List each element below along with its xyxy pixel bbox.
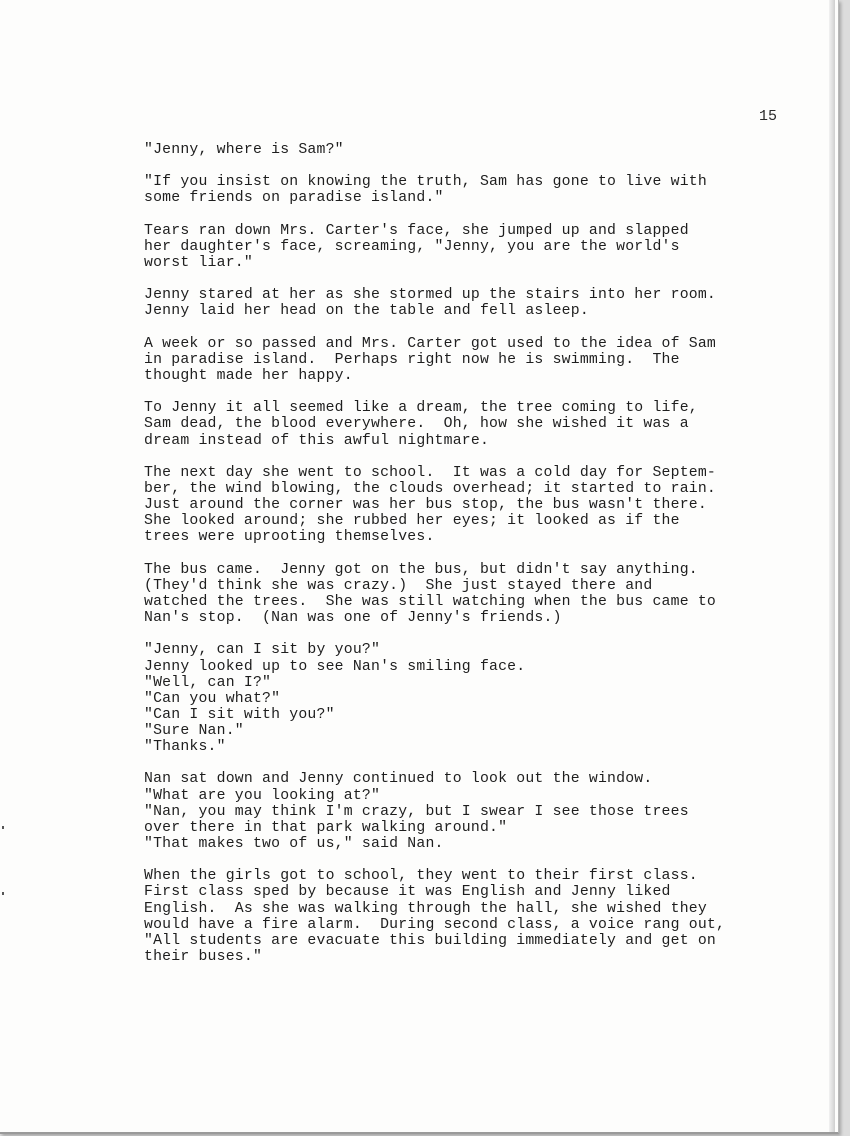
text-line: Nan's stop. (Nan was one of Jenny's friends.) [144,610,562,627]
text-line: dream instead of this awful nightmare. [144,432,490,449]
text-line: "Can you what?" [144,690,281,707]
text-line: Sam dead, the blood everywhere. Oh, how she wished it was a [144,416,689,433]
paragraph [144,562,784,627]
text-line: The bus came. Jenny got on the bus, but didn't say anything. [144,561,698,578]
text-line: When the girls got to school, they went to their first class. [144,868,698,885]
text-line: English. As she was walking through the hall, she wished they [144,900,707,917]
margin-mark [2,892,4,895]
text-line: "Thanks." [144,739,226,756]
text-line: Tears ran down Mrs. Carter's face, she jumped up and slapped [144,222,689,239]
story-text [144,142,784,981]
text-line: "What are you looking at?" [144,787,381,804]
text-line: watched the trees. She was still watching when the bus came to [144,593,717,610]
text-line: trees were uprooting themselves. [144,529,435,546]
paragraph [144,174,784,206]
text-line: First class sped by because it was English and Jenny liked [144,884,671,901]
text-line: The next day she went to school. It was a cold day for Septem- [144,464,717,481]
text-line: "Well, can I?" [144,674,272,691]
text-line: Jenny looked up to see Nan's smiling face. [144,658,526,675]
text-line: ber, the wind blowing, the clouds overhead; it started to rain. [144,480,717,497]
paragraph [144,771,784,852]
text-line: "All students are evacuate this building immediately and get on [144,932,717,949]
text-line: "Sure Nan." [144,723,244,740]
text-line: some friends on paradise island." [144,190,444,207]
text-line: "Can I sit with you?" [144,706,335,723]
text-line: "Nan, you may think I'm crazy, but I swear I see those trees [144,803,689,820]
text-line: "That makes two of us," said Nan. [144,836,444,853]
paragraph [144,868,784,965]
paragraph [144,336,784,384]
paragraph [144,287,784,319]
text-line: To Jenny it all seemed like a dream, the tree coming to life, [144,400,698,417]
text-line: would have a fire alarm. During second class, a voice rang out, [144,916,726,933]
text-line: worst liar." [144,254,253,271]
text-line: (They'd think she was crazy.) She just stayed there and [144,577,653,594]
text-line: Just around the corner was her bus stop, the bus wasn't there. [144,497,707,514]
text-line: "Jenny, can I sit by you?" [144,642,381,659]
text-line: Nan sat down and Jenny continued to look out the window. [144,771,653,788]
text-line: in paradise island. Perhaps right now he is swimming. The [144,351,680,368]
text-line: She looked around; she rubbed her eyes; it looked as if the [144,513,680,530]
text-line: "Jenny, where is Sam?" [144,142,344,158]
page-number: 15 [759,108,778,125]
text-line: "If you insist on knowing the truth, Sam has gone to live with [144,174,707,191]
paragraph [144,142,784,158]
text-line: her daughter's face, screaming, "Jenny, you are the world's [144,238,680,255]
paragraph [144,642,784,755]
text-line: their buses." [144,949,263,966]
text-line: A week or so passed and Mrs. Carter got used to the idea of Sam [144,335,717,352]
paragraph [144,465,784,546]
paragraph [144,223,784,271]
text-line: over there in that park walking around." [144,819,508,836]
text-line: Jenny laid her head on the table and fell asleep. [144,303,589,320]
text-line: thought made her happy. [144,367,353,384]
margin-mark [2,826,4,829]
page-edge [829,0,835,1132]
paragraph [144,400,784,448]
text-line: Jenny stared at her as she stormed up the stairs into her room. [144,287,717,304]
